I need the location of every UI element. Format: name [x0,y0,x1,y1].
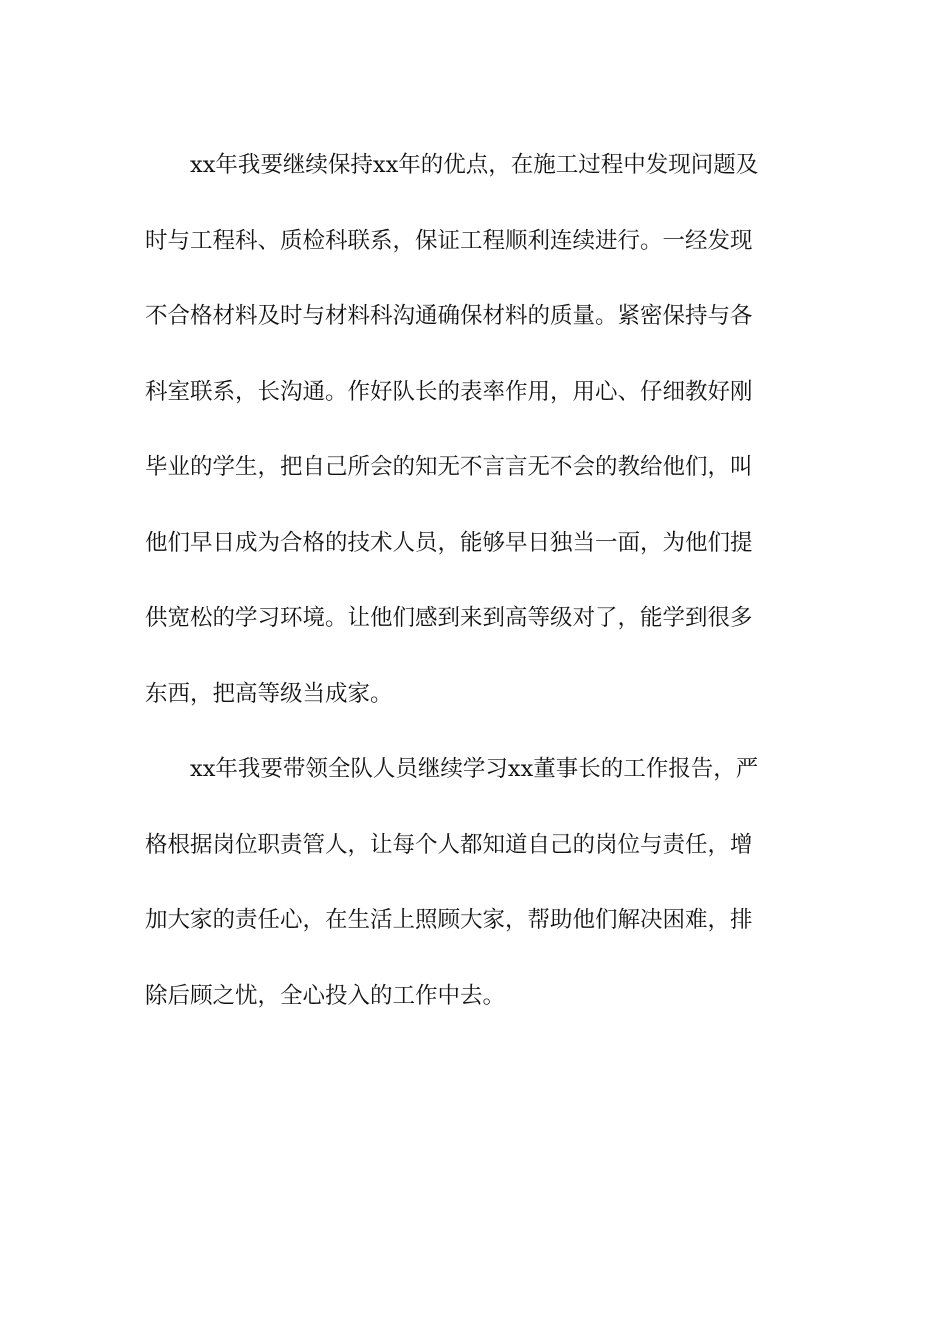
paragraph-1-line-2: 时与工程科、质检科联系，保证工程顺利连续进行。一经发现 [145,227,753,254]
paragraph-1-line-4: 科室联系，长沟通。作好队长的表率作用，用心、仔细教好刚 [145,378,753,405]
paragraph-1-line-1: xx年我要继续保持xx年的优点，在施工过程中发现问题及 [190,152,759,178]
paragraph-2 [145,732,805,1034]
paragraph-1-line-3: 不合格材料及时与材料科沟通确保材料的质量。紧密保持与各 [145,303,753,329]
paragraph-1-line-5: 毕业的学生，把自己所会的知无不言言无不会的教给他们，叫 [145,454,753,480]
paragraph-2-line-4: 除后顾之忧，全心投入的工作中去。 [145,982,506,1009]
paragraph-2-line-2: 格根据岗位职责管人，让每个人都知道自己的岗位与责任，增 [145,831,753,858]
paragraph-1-line-6: 他们早日成为合格的技术人员，能够早日独当一面，为他们提 [145,529,753,556]
paragraph-1 [145,128,805,732]
paragraph-1-line-7: 供宽松的学习环境。让他们感到来到高等级对了，能学到很多 [145,605,753,631]
paragraph-2-line-1: xx年我要带领全队人员继续学习xx董事长的工作报告，严 [190,756,759,782]
document-body [145,128,805,1034]
paragraph-1-line-8: 东西，把高等级当成家。 [145,680,393,707]
paragraph-2-line-3: 加大家的责任心，在生活上照顾大家，帮助他们解决困难，排 [145,907,753,933]
